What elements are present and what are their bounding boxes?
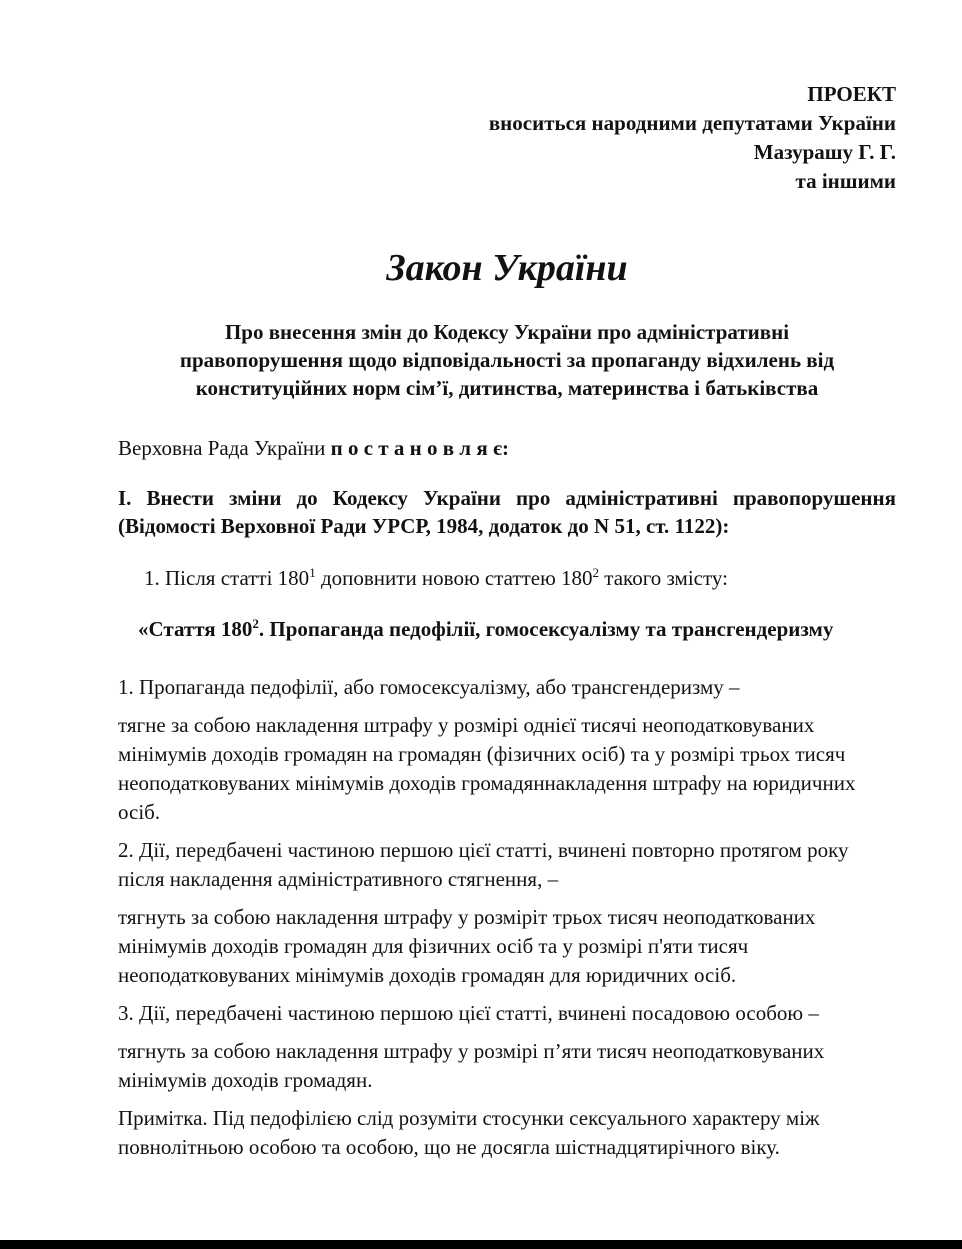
header-line-project: ПРОЕКТ xyxy=(807,82,896,106)
amendment-item-text: 1. Після статті 180 xyxy=(144,566,310,590)
law-title: Закон України xyxy=(386,247,628,289)
section-i-paragraph: І. Внести зміни до Кодексу України про адміністративні правопорушення (Відомості Верховної Ради УРСР, 1984, додаток до N 51, ст. 1122): xyxy=(118,486,896,538)
header-line-submitted-by: вноситься народними депутатами України xyxy=(488,111,896,135)
enactment-line xyxy=(118,434,896,463)
law-paragraph: Примітка. Під педофілією слід розуміти стосунки сексуального характеру між повнолітньою особою та особою, що не досягла шістнадцятирічного віку. xyxy=(118,1106,820,1159)
article-number-superscript: 1 xyxy=(309,565,316,580)
article-number-superscript: 2 xyxy=(252,616,259,631)
law-paragraph: тягне за собою накладення штрафу у розмірі однієї тисячі неоподатковуваних мінімумів доходів громадян на громадян (фізичних осіб) та у розмірі трьох тисяч неоподатковуваних мінімумів доходів громадяннакладення штрафу на юридичних осіб. xyxy=(118,713,856,824)
enactment-verb: п о с т а н о в л я є: xyxy=(330,436,510,460)
header-line-deputy-name: Мазурашу Г. Г. xyxy=(753,140,896,164)
amendment-item xyxy=(118,564,896,593)
law-subtitle: Про внесення змін до Кодексу України про адміністративні правопорушення щодо відповідальності за пропаганду відхилень від конституційних норм сім’ї, дитинства, материнства і батьківства xyxy=(179,320,835,400)
law-paragraph: 3. Дії, передбачені частиною першою цієї статті, вчинені посадовою особою – xyxy=(118,1001,819,1025)
law-paragraph: тягнуть за собою накладення штрафу у розміріт трьох тисяч неоподаткованих мінімумів доходів громадян для фізичних осіб та у розмірі п'яти тисяч неоподатковуваних мінімумів доходів громадян для юридичних осіб. xyxy=(118,905,816,987)
header-line-and-others: та іншими xyxy=(795,169,896,193)
law-paragraph: 1. Пропаганда педофілії, або гомосексуалізму, або трансгендеризму – xyxy=(118,675,740,699)
article-number-superscript: 2 xyxy=(592,565,600,580)
law-paragraph: тягнуть за собою накладення штрафу у розмірі п’яти тисяч неоподатковуваних мінімумів доходів громадян. xyxy=(118,1039,825,1092)
law-paragraph: 2. Дії, передбачені частиною першою цієї статті, вчинені повторно протягом року після накладення адміністративного стягнення, – xyxy=(118,838,849,891)
article-heading xyxy=(118,615,896,644)
article-heading-text: «Стаття 180 xyxy=(138,617,253,641)
submission-header xyxy=(118,80,896,196)
article-heading-text: . Пропаганда педофілії, гомосексуалізму та трансгендеризму xyxy=(258,617,834,641)
amendment-item-text: такого змісту: xyxy=(599,566,728,590)
amendment-item-text: доповнити новою статтею 180 xyxy=(315,566,593,590)
bottom-black-bar xyxy=(0,1240,962,1249)
enactment-prefix: Верховна Рада України xyxy=(118,436,331,460)
